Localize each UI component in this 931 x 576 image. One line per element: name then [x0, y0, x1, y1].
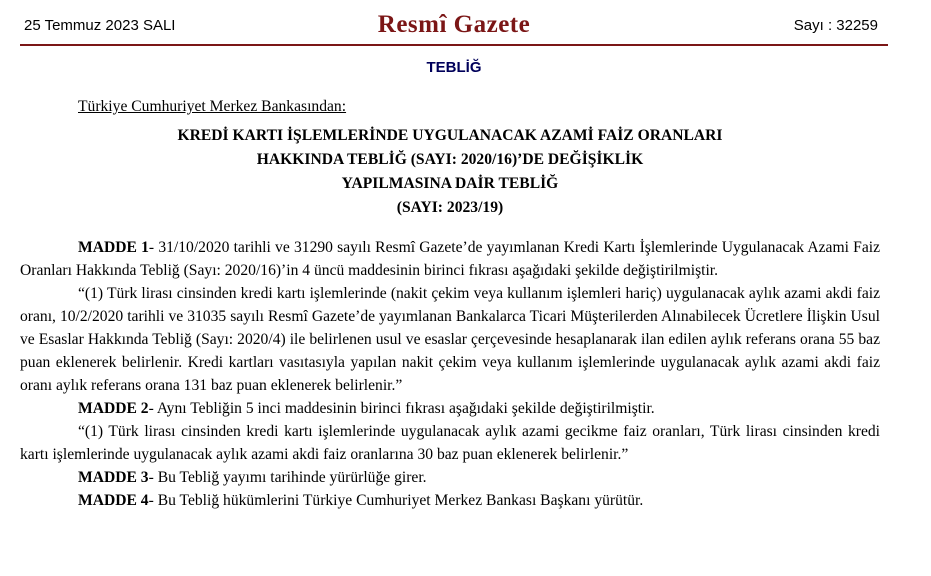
document-body [20, 95, 880, 512]
article-text: - 31/10/2020 tarihli ve 31290 sayılı Resmî Gazete’de yayımlanan Kredi Kartı İşlemlerinde Uygulanacak Azami Faiz Oranları Hakkında Tebliğ (Sayı: 2020/16)’in 4 üncü maddesinin birinci fıkrası aşağıdaki şekilde değiştirilmiştir. [20, 239, 880, 279]
quoted-text: “(1) Türk lirası cinsinden kredi kartı işlemlerinde uygulanacak aylık azami gecikme faiz oranları, Türk lirası cinsinden kredi kartı işlemlerinde uygulanacak aylık azami akdi faiz oranlarına 30 baz puan eklenerek belirlenir.” [20, 423, 880, 463]
quoted-paragraph [20, 420, 880, 466]
publication-date: 25 Temmuz 2023 SALI [24, 17, 176, 34]
article-label: MADDE 4 [78, 492, 149, 509]
title-line: YAPILMASINA DAİR TEBLİĞ [341, 175, 559, 192]
article-text: - Bu Tebliğ yayımı tarihinde yürürlüğe girer. [148, 469, 427, 486]
article-label: MADDE 3 [78, 469, 149, 486]
quoted-paragraph [20, 282, 880, 397]
article-text: - Aynı Tebliğin 5 inci maddesinin birinci fıkrası aşağıdaki şekilde değiştirilmiştir. [148, 400, 655, 417]
article-label: MADDE 1 [78, 239, 149, 256]
article-paragraph [20, 466, 880, 489]
document-title [20, 124, 880, 220]
gazette-masthead [20, 0, 888, 46]
section-title: TEBLİĞ [426, 59, 482, 76]
article-text: - Bu Tebliğ hükümlerini Türkiye Cumhuriyet Merkez Bankası Başkanı yürütür. [148, 492, 644, 509]
gazette-title: Resmî Gazete [377, 11, 531, 38]
title-line: (SAYI: 2023/19) [396, 199, 504, 216]
title-line: KREDİ KARTI İŞLEMLERİNDE UYGULANACAK AZAMİ FAİZ ORANLARI [177, 127, 723, 144]
article-paragraph [20, 489, 880, 512]
issue-number: Sayı : 32259 [793, 17, 878, 34]
article-paragraph [20, 236, 880, 282]
title-line: HAKKINDA TEBLİĞ (SAYI: 2020/16)’DE DEĞİŞİKLİK [256, 151, 644, 168]
article-label: MADDE 2 [78, 400, 149, 417]
issuer-line: Türkiye Cumhuriyet Merkez Bankasından: [78, 98, 347, 115]
quoted-text: “(1) Türk lirası cinsinden kredi kartı işlemlerinde (nakit çekim veya kullanım işlemleri hariç) uygulanacak aylık azami akdi faiz oranı, 10/2/2020 tarihli ve 31035 sayılı Resmî Gazete’de yayımlanan Bankalarca Ticari Müşterilerden Alınabilecek Ücretlere İlişkin Usul ve Esaslar Hakkında Tebliğ (Sayı: 2020/4) ile belirlenen usul ve esaslar çerçevesinde hesaplanarak ilan edilen aylık referans orana 55 baz puan eklenerek belirlenir. Kredi kartları vasıtasıyla yapılan nakit çekim veya kullanım işlemlerinde uygulanacak aylık azami akdi faiz oranı aylık referans orana 131 baz puan eklenerek belirlenir.” [20, 285, 880, 394]
article-paragraph [20, 397, 880, 420]
